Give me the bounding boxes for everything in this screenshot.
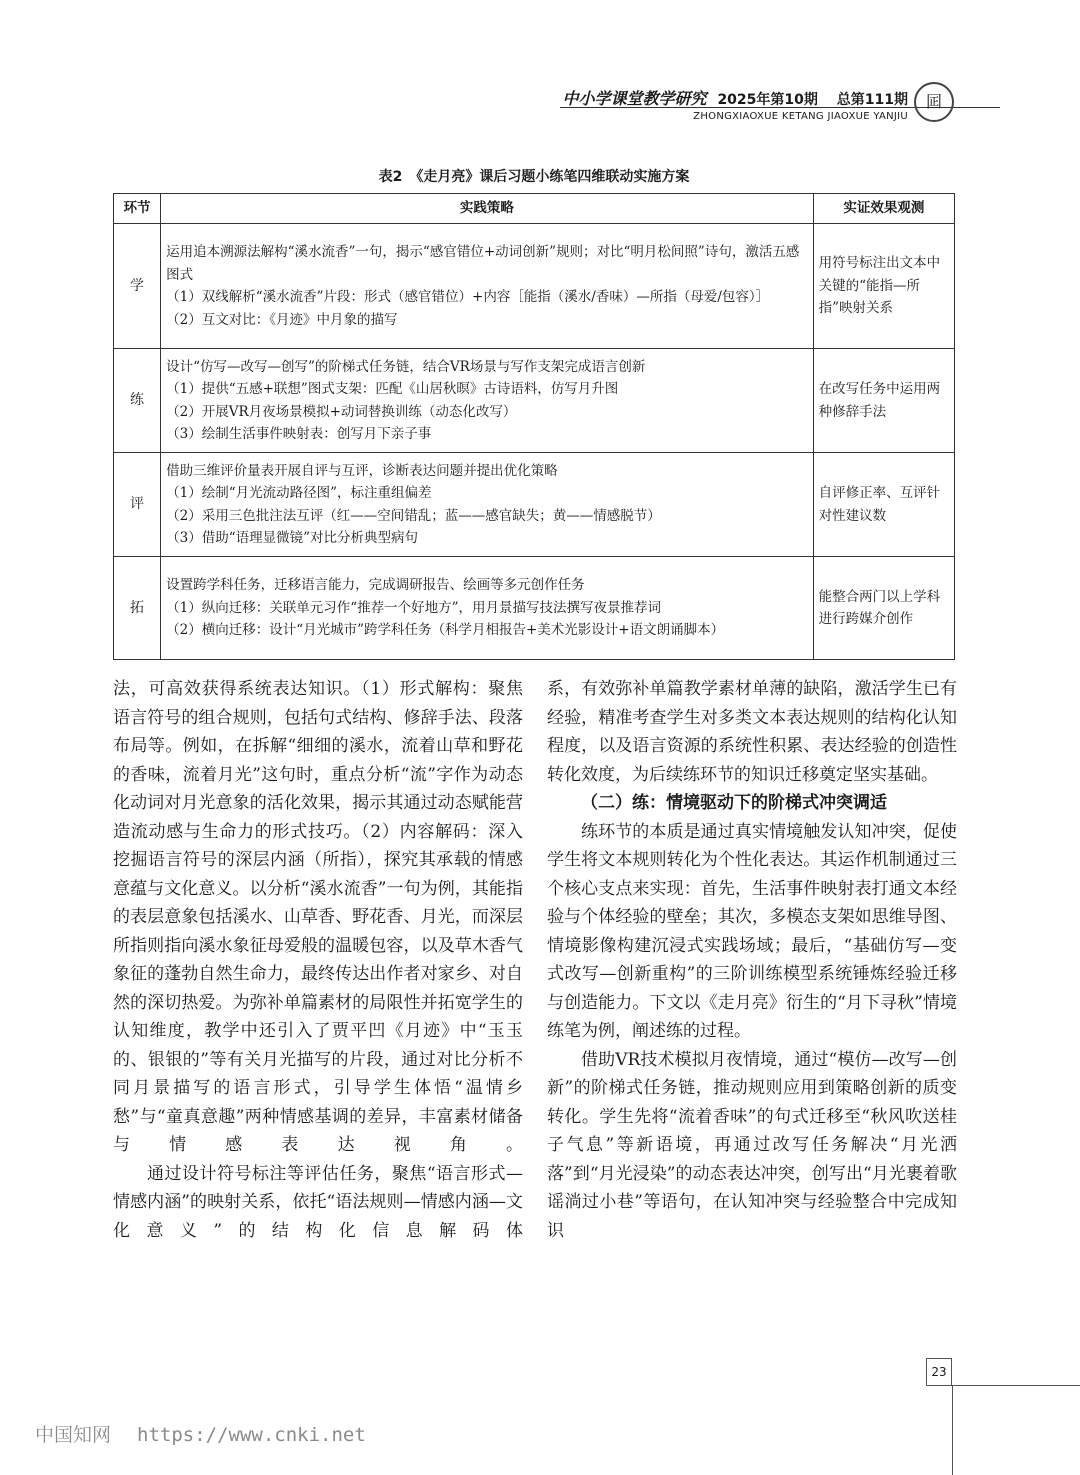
body-paragraph: 系，有效弥补单篇教学素材单薄的缺陷，激活学生已有经验，精准考查学生对多类文本表达规则的结构化认知程度，以及语言资源的系统性积累、表达经验的创造性转化效度，为后续练环节的知识迁移奠定坚实基础。 (547, 679, 957, 785)
phase-cell: 学 (114, 224, 161, 349)
watermark-site: 中国知网 (35, 1424, 112, 1446)
phase-cell: 拓 (114, 557, 161, 660)
phase-cell: 评 (114, 453, 161, 557)
strategy-line: （1）双线解析“溪水流香”片段：形式（感官错位）+内容［能指（溪水/香味）—所指（母爱/包容）］ (166, 289, 770, 305)
total-issue: 总第111期 (836, 92, 908, 108)
watermark-url: https://www.cnki.net (137, 1424, 366, 1446)
strategy-cell (161, 453, 814, 557)
journal-pinyin: ZHONGXIAOXUE KETANG JIAOXUE YANJIU (693, 111, 908, 122)
strategy-line: 运用追本溯源法解构“溪水流香”一句，揭示“感官错位+动词创新”规则；对比“明月松间照”诗句，激活五感图式 (166, 244, 800, 283)
table-row (114, 557, 955, 660)
header-effect: 实证效果观测 (813, 194, 954, 224)
header-strategy: 实践策略 (161, 194, 814, 224)
effect-cell: 在改写任务中运用两种修辞手法 (813, 349, 954, 453)
strategy-line: （2）横向迁移：设计“月光城市”跨学科任务（科学月相报告+美术光影设计+语文朗诵脚本） (166, 622, 725, 639)
strategy-line: （3）绘制生活事件映射表：创写月下亲子事 (166, 426, 432, 442)
strategy-line: （2）开展VR月夜场景模拟+动词替换训练（动态化改写） (166, 403, 517, 420)
phase-cell: 练 (114, 349, 161, 453)
left-column (113, 675, 523, 1245)
strategy-line: （3）借助“语理显微镜”对比分析典型病句 (166, 530, 419, 546)
strategy-line: （1）绘制“月光流动路径图”，标注重组偏差 (166, 485, 432, 501)
section-heading: （二）练：情境驱动下的阶梯式冲突调适 (581, 793, 887, 813)
table-row (114, 349, 955, 453)
strategy-line: 设置跨学科任务，迁移语言能力，完成调研报告、绘画等多元创作任务 (166, 577, 585, 594)
strategy-cell (161, 557, 814, 660)
table-row (114, 224, 955, 349)
effect-cell: 能整合两门以上学科进行跨媒介创作 (813, 557, 954, 660)
effect-cell: 用符号标注出文本中关键的“能指—所指”映射关系 (813, 224, 954, 349)
cnki-watermark (35, 1420, 366, 1447)
strategy-cell (161, 224, 814, 349)
table-title: 表2 《走月亮》课后习题小练笔四维联动实施方案 (378, 169, 690, 185)
header-phase: 环节 (114, 194, 161, 224)
body-paragraph: 练环节的本质是通过真实情境触发认知冲突，促使学生将文本规则转化为个性化表达。其运作机制通过三个核心支点来实现：首先，生活事件映射表打通文本经验与个体经验的壁垒；其次，多模态支架如思维导图、情境影像构建沉浸式实践场域；最后，“基础仿写—变式改写—创新重构”的三阶训练模型系统锤炼经验迁移与创造能力。下文以《走月亮》衍生的“月下寻秋”情境练笔为例，阐述练的过程。 (547, 821, 957, 1041)
right-column (547, 675, 957, 1245)
issue-number: 2025年第10期 (717, 92, 818, 108)
body-paragraph: 通过设计符号标注等评估任务，聚焦“语言形式—情感内涵”的映射关系，依托“语法规则—情感内涵—文化意义”的结构化信息解码体 (113, 1163, 523, 1241)
strategy-line: （2）互文对比：《月迹》中月象的描写 (166, 311, 398, 328)
strategy-line: （1）纵向迁移：关联单元习作“推荐一个好地方”，用月景描写技法撰写夜景推荐词 (166, 599, 662, 616)
journal-name: 中小学课堂教学研究 (562, 89, 707, 108)
body-paragraph: 法，可高效获得系统表达知识。（1）形式解构：聚焦语言符号的组合规则，包括句式结构、修辞手法、段落布局等。例如，在拆解“细细的溪水，流着山草和野花的香味，流着月光”这句时，重点分析“流”字作为动态化动词对月光意象的活化效果，揭示其通过动态赋能营造流动感与生命力的形式技巧。（2）内容解码：深入挖掘语言符号的深层内涵（所指），探究其承载的情感意蕴与文化意义。以分析“溪水流香”一句为例，其能指的表层意象包括溪水、山草香、野花香、月光，而深层所指则指向溪水象征母爱般的温暖包容，以及草木香气象征的蓬勃自然生命力，最终传达出作者对家乡、对自然的深切热爱。为弥补单篇素材的局限性并拓宽学生的认知维度，教学中还引入了贾平凹《月迹》中“玉玉的、银银的”等有关月光描写的片段，通过对比分析不同月景描写的语言形式，引导学生体悟“温情乡愁”与“童真意趣”两种情感基调的差异，丰富素材储备与情感表达视角。 (113, 679, 523, 1155)
body-paragraph: 借助VR技术模拟月夜情境，通过“模仿—改写—创新”的阶梯式任务链，推动规则应用到策略创新的质变转化。学生先将“流着香味”的句式迁移至“秋风吹送桂子气息”等新语境，再通过改写任务解决“月光洒落”到“月光浸染”的动态表达冲突，创写出“月光裹着歌谣淌过小巷”等语句，在认知冲突与经验整合中完成知识 (547, 1049, 957, 1241)
effect-cell: 自评修正率、互评针对性建议数 (813, 453, 954, 557)
footer-rule (952, 1385, 1080, 1386)
implementation-table (113, 193, 955, 660)
strategy-line: 设计“仿写—改写—创写”的阶梯式任务链，结合VR场景与写作支架完成语言创新 (166, 358, 646, 375)
strategy-line: （1）提供“五感+联想”图式支架：匹配《山居秋暝》古诗语料，仿写月升图 (166, 381, 619, 397)
page-number: 23 (926, 1358, 952, 1386)
journal-issue-line (563, 86, 908, 109)
strategy-line: 借助三维评价量表开展自评与互评，诊断表达问题并提出优化策略 (166, 462, 558, 479)
strategy-line: （2）采用三色批注法互评（红——空间错乱；蓝——感官缺失；黄——情感脱节） (166, 507, 661, 524)
journal-seal-icon: 囸 (914, 82, 954, 122)
strategy-cell (161, 349, 814, 453)
table-header-row (114, 194, 955, 224)
footer-rule-vertical (952, 1385, 953, 1475)
table-row (114, 453, 955, 557)
